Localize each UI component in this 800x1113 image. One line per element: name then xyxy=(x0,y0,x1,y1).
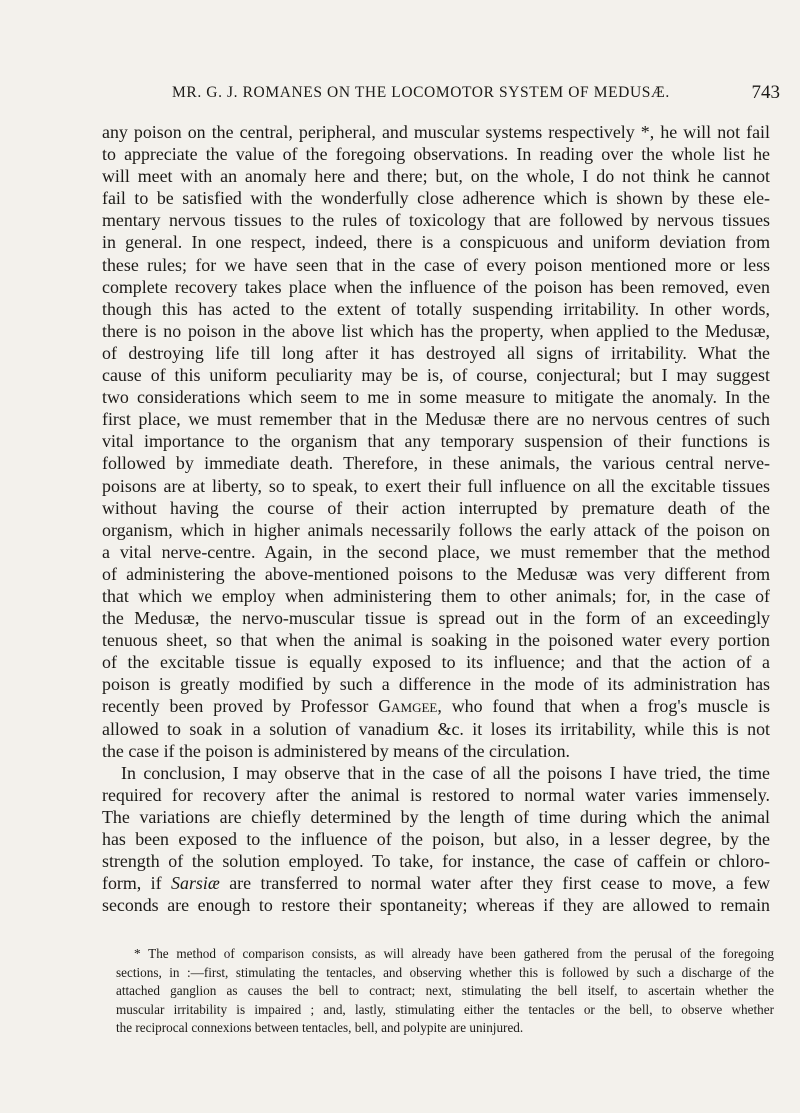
text-line: tenuous sheet, so that when the animal is soaking in the poisoned water every portion xyxy=(102,630,770,651)
text-line: vital importance to the organism that any temporary suspension of their functions is xyxy=(102,431,770,452)
text-line: complete recovery takes place when the influence of the poison has been removed, even xyxy=(102,276,770,297)
text-line: will meet with an anomaly here and there; but, on the whole, I do not think he cannot xyxy=(102,166,770,187)
text-line: the Medusæ, the nervo-muscular tissue is spread out in the form of an exceedingly xyxy=(102,608,770,629)
footnote-line: muscular irritability is impaired ; and, lastly, stimulating either the tentacles or the bell, to observe whether xyxy=(116,1001,774,1017)
text-line: of administering the above-mentioned poisons to the Medusæ was very different from xyxy=(102,563,770,584)
person-name: Gamgee xyxy=(378,696,438,717)
text-fragment: , who found that when a frog's muscle is xyxy=(437,696,770,717)
text-line: a vital nerve-centre. Again, in the second place, we must remember that the method xyxy=(102,541,770,562)
genus-name: Sarsiæ xyxy=(171,873,220,894)
text-line: required for recovery after the animal is restored to normal water varies immensely. xyxy=(102,784,770,805)
text-line: to appreciate the value of the foregoing observations. In reading over the whole list he xyxy=(102,144,770,165)
text-line-with-italic xyxy=(102,872,770,894)
footnote-line: attached ganglion as causes the bell to contract; next, stimulating the bell itself, to ascertain whether the xyxy=(116,983,774,998)
text-line-with-name xyxy=(102,695,770,717)
text-line: seconds are enough to restore their spontaneity; whereas if they are allowed to remain xyxy=(102,895,770,916)
text-line: has been exposed to the influence of the poison, but also, in a lesser degree, by the xyxy=(102,829,770,849)
text-line: poison is greatly modified by such a difference in the mode of its administration has xyxy=(102,674,770,695)
text-line: In conclusion, I may observe that in the case of all the poisons I have tried, the time xyxy=(121,762,770,783)
text-line: any poison on the central, peripheral, and muscular systems respectively *, he will not fail xyxy=(102,122,770,142)
text-line: poisons are at liberty, so to speak, to exert their full influence on all the excitable tissues xyxy=(102,475,770,496)
text-line: though this has acted to the extent of totally suspending irritability. In other words, xyxy=(102,298,770,319)
page-number: 743 xyxy=(751,82,780,103)
text-line: the case if the poison is administered by means of the circulation. xyxy=(102,740,571,761)
text-line: cause of this uniform peculiarity may be is, of course, conjectural; but I may suggest xyxy=(102,365,770,386)
text-line: fail to be satisfied with the wonderfully close adherence which is shown by these ele- xyxy=(102,188,770,209)
text-line: there is no poison in the above list which has the property, when applied to the Medusæ, xyxy=(102,320,770,341)
text-line: allowed to soak in a solution of vanadium &c. it loses its irritability, while this is not xyxy=(102,718,770,739)
footnote-line: the reciprocal connexions between tentacles, bell, and polypite are uninjured. xyxy=(116,1020,524,1035)
text-line: that which we employ when administering them to other animals; for, in the case of xyxy=(102,585,770,606)
running-title: MR. G. J. ROMANES ON THE LOCOMOTOR SYSTEM OF MEDUSÆ. xyxy=(172,84,670,101)
footnote-line: sections, in :—first, stimulating the tentacles, and observing whether this is followed by such a discharge of the xyxy=(116,964,774,980)
running-header xyxy=(172,84,784,102)
text-fragment: form, if xyxy=(102,873,172,894)
footnote xyxy=(116,945,774,1038)
text-line: organism, which in higher animals necessarily follows the early attack of the poison on xyxy=(102,519,770,540)
text-line: mentary nervous tissues to the rules of toxicology that are followed by nervous tissues xyxy=(102,210,770,231)
text-line: these rules; for we have seen that in the case of every poison mentioned more or less xyxy=(102,254,770,275)
text-line: two considerations which seem to me in some measure to mitigate the anomaly. In the xyxy=(102,387,770,408)
text-line: followed by immediate death. Therefore, in these animals, the various central nerve- xyxy=(102,453,770,474)
text-line: The variations are chiefly determined by the length of time during which the animal xyxy=(102,806,770,827)
text-line: first place, we must remember that in the Medusæ there are no nervous centres of such xyxy=(102,409,770,430)
text-line: of the excitable tissue is equally exposed to its influence; and that the action of a xyxy=(102,652,770,673)
text-line: in general. In one respect, indeed, there is a conspicuous and uniform deviation from xyxy=(102,232,770,253)
text-fragment: recently been proved by Professor xyxy=(102,696,379,717)
text-fragment: are transferred to normal water after they first cease to move, a few xyxy=(219,873,771,894)
text-line: of destroying life till long after it has destroyed all signs of irritability. What the xyxy=(102,342,770,363)
main-text xyxy=(102,121,770,916)
text-line: strength of the solution employed. To take, for instance, the case of caffein or chloro- xyxy=(102,851,770,872)
text-line: without having the course of their action interrupted by premature death of the xyxy=(102,497,770,518)
footnote-line: * The method of comparison consists, as will already have been gathered from the perusal of the foregoing xyxy=(134,946,774,961)
